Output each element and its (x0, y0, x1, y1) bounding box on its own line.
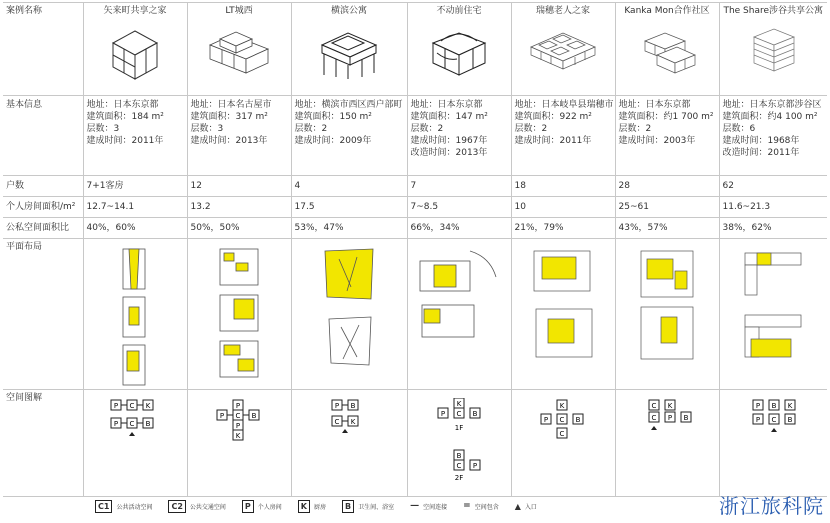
svg-text:P: P (667, 414, 673, 422)
case-name-5: Kanka Mon合作社区 (624, 6, 710, 16)
row-label-diagram: 空间图解 (3, 390, 83, 497)
floor-plan-drawing (416, 247, 502, 367)
svg-text:C: C (235, 412, 241, 420)
units-4: 18 (511, 176, 615, 197)
units-5: 28 (615, 176, 719, 197)
room-area-3: 7~8.5 (407, 197, 511, 218)
floor-plan-drawing (741, 247, 805, 387)
floor-count: 层数：2 (618, 124, 652, 134)
floor-area: 建筑面积：922 m² (514, 112, 592, 122)
floor-count: 层数：3 (190, 124, 224, 134)
space-diagram (743, 398, 803, 438)
watermark-logo: 浙江旅科院 (719, 494, 824, 518)
floor-area: 建筑面积：147 m² (410, 112, 488, 122)
row-label-basic: 基本信息 (3, 96, 83, 176)
case-name-0: 矢来町共享之家 (103, 6, 167, 16)
space-diagram (637, 398, 697, 438)
svg-text:C: C (129, 420, 135, 428)
legend-text: 入口 (524, 503, 537, 511)
floor-plan-4 (511, 239, 615, 390)
space-ratio-1: 50%，50% (187, 218, 291, 239)
units-2: 4 (291, 176, 407, 197)
room-area-6: 11.6~21.3 (719, 197, 827, 218)
axonometric-model-5 (635, 25, 699, 79)
case-col-0 (83, 3, 187, 96)
svg-text:P: P (543, 416, 549, 424)
floor-label-2f: 2F (454, 474, 464, 482)
legend-item-c2 (168, 500, 225, 513)
address: 地址：日本东京都涉谷区 (722, 100, 822, 110)
case-name-4: 瑞穗老人之家 (535, 6, 590, 16)
legend-key: C1 (95, 500, 112, 513)
floor-count: 层数：2 (514, 124, 548, 134)
axonometric-model-6 (746, 25, 800, 77)
legend-text: 空间连接 (423, 503, 448, 511)
floor-plan-drawing (321, 247, 377, 387)
case-name-1: LT城西 (225, 6, 253, 16)
svg-text:C: C (559, 416, 565, 424)
address: 地址：日本东京都 (86, 100, 159, 110)
floor-plan-0 (83, 239, 187, 390)
svg-text:K: K (350, 418, 356, 426)
case-name-2: 横滨公寓 (330, 6, 367, 16)
legend-text: 卫生间、浴室 (358, 503, 395, 511)
room-area-1: 13.2 (187, 197, 291, 218)
basic-info-5 (615, 96, 719, 176)
floor-area: 建筑面积：184 m² (86, 112, 164, 122)
svg-text:K: K (559, 402, 565, 410)
case-col-1 (187, 3, 291, 96)
space-diagram (324, 398, 374, 438)
svg-text:C: C (771, 416, 777, 424)
legend-text: 空间包含 (474, 503, 499, 511)
floor-count: 层数：2 (410, 124, 444, 134)
space-ratio-5: 43%，57% (615, 218, 719, 239)
legend-key: K (298, 500, 310, 513)
legend-item-b (342, 500, 394, 513)
floor-plan-1 (187, 239, 291, 390)
space-diagram-0 (83, 390, 187, 497)
legend-key: ▲ (514, 501, 521, 511)
units-6: 62 (719, 176, 827, 197)
space-ratio-4: 21%，79% (511, 218, 615, 239)
space-ratio-2: 53%，47% (291, 218, 407, 239)
case-col-5 (615, 3, 719, 96)
axonometric-model-0 (105, 25, 165, 83)
floor-plan-drawing (528, 247, 598, 387)
svg-text:P: P (113, 402, 119, 410)
axonometric-model-1 (206, 25, 272, 77)
case-col-2 (291, 3, 407, 96)
floor-area: 建筑面积：150 m² (294, 112, 372, 122)
basic-info-6 (719, 96, 827, 176)
floor-area: 建筑面积：约4 100 m² (722, 112, 818, 122)
address: 地址：日本名古屋市 (190, 100, 272, 110)
svg-text:P: P (113, 420, 119, 428)
case-name-6: The Share涉谷共享公寓 (723, 6, 824, 16)
row-label-ratio: 公私空间面积比 (3, 218, 83, 239)
legend-item-k (298, 500, 326, 513)
row-label-units: 户数 (3, 176, 83, 197)
svg-text:B: B (456, 452, 462, 460)
floor-plan-3 (407, 239, 511, 390)
built-year: 建成时间：1967年 (410, 136, 488, 146)
svg-text:P: P (472, 462, 478, 470)
basic-info-0 (83, 96, 187, 176)
space-diagram-5 (615, 390, 719, 497)
space-diagram-6 (719, 390, 827, 497)
space-diagram-4 (511, 390, 615, 497)
built-year: 建成时间：2011年 (86, 136, 164, 146)
svg-text:B: B (145, 420, 151, 428)
floor-plan-2 (291, 239, 407, 390)
axonometric-model-3 (427, 25, 491, 81)
svg-text:B: B (251, 412, 257, 420)
space-ratio-6: 38%，62% (719, 218, 827, 239)
svg-text:P: P (235, 402, 241, 410)
svg-text:P: P (756, 416, 761, 424)
space-diagram-3 (407, 390, 511, 497)
svg-text:P: P (440, 410, 446, 418)
renovation-year: 改造时间：2011年 (722, 148, 800, 158)
case-table (3, 2, 827, 497)
svg-text:C: C (651, 414, 657, 422)
svg-text:P: P (235, 422, 241, 430)
svg-text:B: B (350, 402, 356, 410)
svg-text:K: K (235, 432, 241, 440)
legend-text: 公共活动空间 (116, 503, 153, 511)
case-col-3 (407, 3, 511, 96)
legend (95, 495, 695, 517)
address: 地址：日本岐阜县瑞穗市 (514, 100, 614, 110)
legend-text: 个人房间 (257, 503, 282, 511)
space-ratio-3: 66%，34% (407, 218, 511, 239)
space-ratio-0: 40%，60% (83, 218, 187, 239)
space-diagram (209, 398, 269, 444)
renovation-year: 改造时间：2013年 (410, 148, 488, 158)
svg-text:K: K (456, 400, 462, 408)
built-year: 建成时间：2013年 (190, 136, 268, 146)
units-1: 12 (187, 176, 291, 197)
units-3: 7 (407, 176, 511, 197)
legend-key: C2 (168, 500, 185, 513)
floor-plan-drawing (637, 247, 697, 387)
svg-text:K: K (145, 402, 151, 410)
legend-item-link (410, 501, 447, 511)
case-col-4 (511, 3, 615, 96)
svg-text:C: C (651, 402, 657, 410)
basic-info-1 (187, 96, 291, 176)
floor-count: 层数：3 (86, 124, 120, 134)
basic-info-3 (407, 96, 511, 176)
svg-text:P: P (219, 412, 225, 420)
svg-text:K: K (667, 402, 673, 410)
floor-plan-drawing (216, 247, 262, 387)
floor-plan-drawing (115, 247, 155, 387)
legend-text: 厨房 (314, 503, 327, 511)
room-area-2: 17.5 (291, 197, 407, 218)
row-label-plan: 平面布局 (3, 239, 83, 390)
address: 地址：横滨市西区西户部町 (294, 100, 403, 110)
space-diagram (533, 398, 593, 444)
svg-text:C: C (456, 410, 462, 418)
built-year: 建成时间：2009年 (294, 136, 372, 146)
legend-item-entrance (515, 502, 537, 511)
built-year: 建成时间：2011年 (514, 136, 592, 146)
svg-text:B: B (683, 414, 689, 422)
row-label-area: 个人房间面积/m² (3, 197, 83, 218)
space-diagram (426, 398, 492, 494)
case-name-3: 不动前住宅 (436, 6, 482, 16)
axonometric-model-2 (316, 25, 382, 81)
room-area-0: 12.7~14.1 (83, 197, 187, 218)
floor-label-1f: 1F (454, 424, 464, 432)
space-diagram (105, 398, 165, 438)
legend-key: P (242, 500, 254, 513)
floor-area: 建筑面积：约1 700 m² (618, 112, 714, 122)
svg-text:C: C (559, 430, 565, 438)
legend-item-c1 (95, 500, 152, 513)
legend-key: = (463, 501, 471, 511)
legend-key: B (342, 500, 354, 513)
space-diagram-1 (187, 390, 291, 497)
address: 地址：日本东京都 (618, 100, 691, 110)
svg-text:B: B (787, 416, 793, 424)
floor-plan-6 (719, 239, 827, 390)
svg-text:B: B (575, 416, 581, 424)
built-year: 建成时间：1968年 (722, 136, 800, 146)
space-diagram-2 (291, 390, 407, 497)
row-label-name: 案例名称 (3, 3, 83, 96)
floor-area: 建筑面积：317 m² (190, 112, 268, 122)
axonometric-model-4 (527, 25, 599, 73)
floor-count: 层数：2 (294, 124, 328, 134)
svg-text:C: C (456, 462, 462, 470)
legend-key: — (410, 501, 420, 511)
svg-text:P: P (334, 402, 340, 410)
svg-text:B: B (472, 410, 478, 418)
case-col-6 (719, 3, 827, 96)
legend-text: 公共交通空间 (189, 503, 226, 511)
floor-count: 层数：6 (722, 124, 756, 134)
legend-item-p (242, 500, 282, 513)
basic-info-2 (291, 96, 407, 176)
room-area-5: 25~61 (615, 197, 719, 218)
legend-item-contain (463, 501, 499, 511)
svg-text:C: C (129, 402, 135, 410)
address: 地址：日本东京都 (410, 100, 483, 110)
room-area-4: 10 (511, 197, 615, 218)
floor-plan-5 (615, 239, 719, 390)
built-year: 建成时间：2003年 (618, 136, 696, 146)
units-0: 7+1客房 (83, 176, 187, 197)
svg-text:C: C (334, 418, 340, 426)
basic-info-4 (511, 96, 615, 176)
svg-text:B: B (771, 402, 777, 410)
svg-text:P: P (756, 402, 761, 410)
svg-text:K: K (787, 402, 793, 410)
